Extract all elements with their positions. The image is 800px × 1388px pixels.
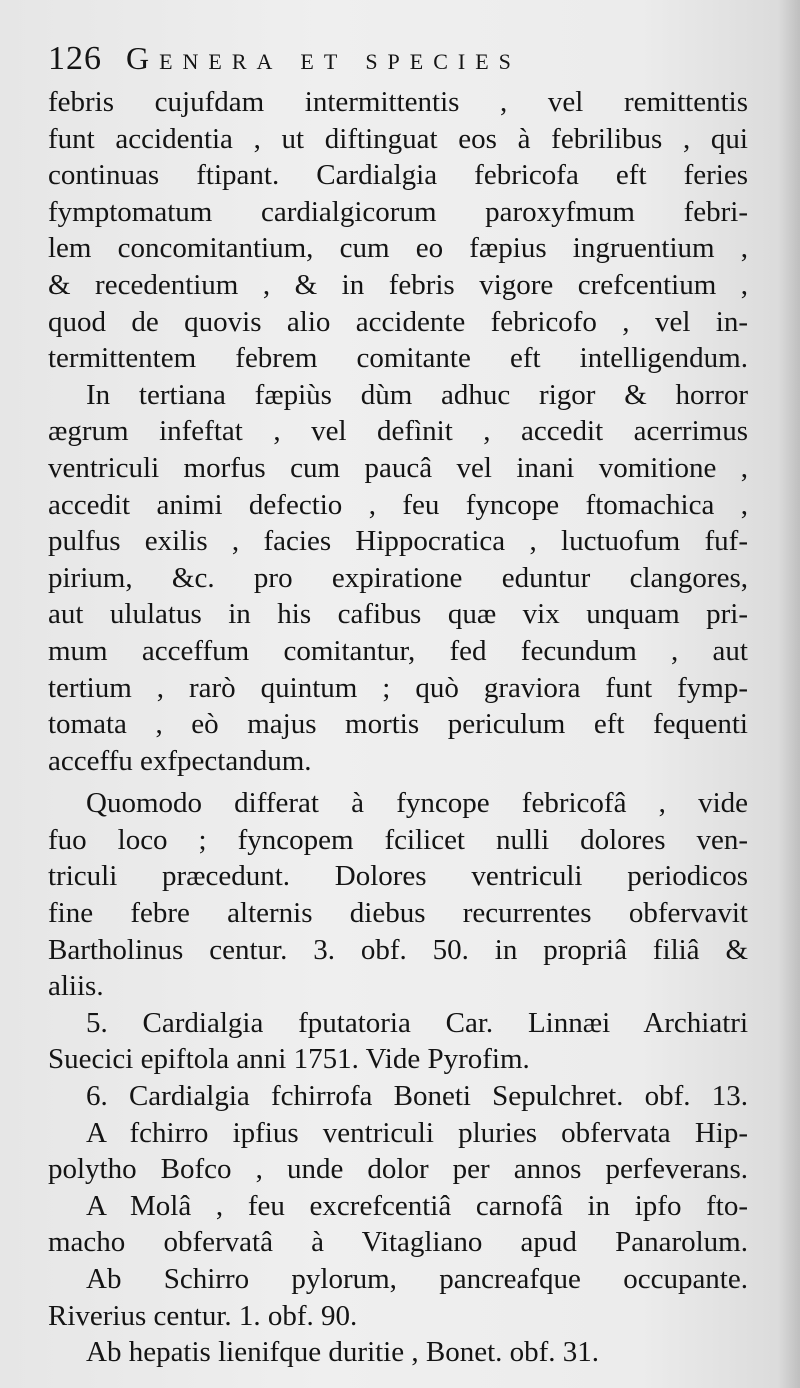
page-fold-shadow xyxy=(778,0,800,1388)
text-line: In tertiana fæpiùs dùm adhuc rigor & horror xyxy=(86,378,748,411)
text-line: quod de quovis alio accidente febricofo , vel in- xyxy=(48,305,748,338)
text-line: tomata , eò majus mortis periculum eft fequenti xyxy=(48,708,748,741)
running-head: Genera et species xyxy=(126,40,521,76)
text-line: termittentem febrem comitante eft intelligendum. xyxy=(48,342,748,375)
text-line: fine febre alternis diebus recurrentes obfervavit xyxy=(48,897,748,930)
text-line: tertium , rarò quintum ; quò graviora funt fymp- xyxy=(48,671,748,704)
text-line: acceffu exfpectandum. xyxy=(48,744,312,777)
text-line: pulfus exilis , facies Hippocratica , luctuofum fuf- xyxy=(48,525,748,558)
text-line: 5. Cardialgia fputatoria Car. Linnæi Archiatri xyxy=(86,1006,748,1039)
text-line: continuas ftipant. Cardialgia febricofa eft feries xyxy=(48,159,748,192)
text-line: aliis. xyxy=(48,970,104,1003)
text-line: fuo loco ; fyncopem fcilicet nulli dolores ven- xyxy=(48,823,748,856)
text-line: ventriculi morfus cum paucâ vel inani vomitione , xyxy=(48,451,748,484)
text-line: Bartholinus centur. 3. obf. 50. in propriâ filiâ & xyxy=(48,933,748,966)
text-line: 6. Cardialgia fchirrofa Boneti Sepulchret. obf. 13. xyxy=(86,1080,748,1113)
text-line: mum acceffum comitantur, fed fecundum , aut xyxy=(48,634,748,667)
text-line: funt accidentia , ut diftinguat eos à febrilibus , qui xyxy=(48,122,748,155)
text-line: accedit animi defectio , feu fyncope ftomachica , xyxy=(48,488,748,521)
text-line: A fchirro ipfius ventriculi pluries obfervata Hip- xyxy=(86,1116,748,1149)
text-line: polytho Bofco , unde dolor per annos perfeverans. xyxy=(48,1153,748,1186)
text-line: aut ululatus in his cafibus quæ vix unquam pri- xyxy=(48,598,748,631)
text-line: pirium, &c. pro expiratione eduntur clangores, xyxy=(48,561,748,594)
text-line: triculi præcedunt. Dolores ventriculi periodicos xyxy=(48,860,748,893)
text-line: Suecici epiftola anni 1751. Vide Pyrofim. xyxy=(48,1043,530,1076)
body-text xyxy=(48,84,748,1371)
text-line: A Molâ , feu excrefcentiâ carnofâ in ipfo fto- xyxy=(86,1189,748,1222)
text-line: & recedentium , & in febris vigore crefcentium , xyxy=(48,268,748,301)
text-line: Quomodo differat à fyncope febricofâ , vide xyxy=(86,787,748,820)
page-header xyxy=(48,40,748,88)
text-line: Riverius centur. 1. obf. 90. xyxy=(48,1299,358,1332)
page-number: 126 xyxy=(48,40,102,77)
text-line: ægrum infeftat , vel defìnit , accedit acerrimus xyxy=(48,415,748,448)
text-line: Ab Schirro pylorum, pancreafque occupante. xyxy=(86,1263,748,1295)
text-line: macho obfervatâ à Vitagliano apud Panarolum. xyxy=(48,1226,748,1259)
text-line: febris cujufdam intermittentis , vel remittentis xyxy=(48,86,748,118)
text-line: fymptomatum cardialgicorum paroxyfmum febri- xyxy=(48,195,748,228)
text-line: Ab hepatis lienifque duritie , Bonet. obf. 31. xyxy=(86,1336,600,1369)
text-line: lem concomitantium, cum eo fæpius ingruentium , xyxy=(48,232,748,265)
